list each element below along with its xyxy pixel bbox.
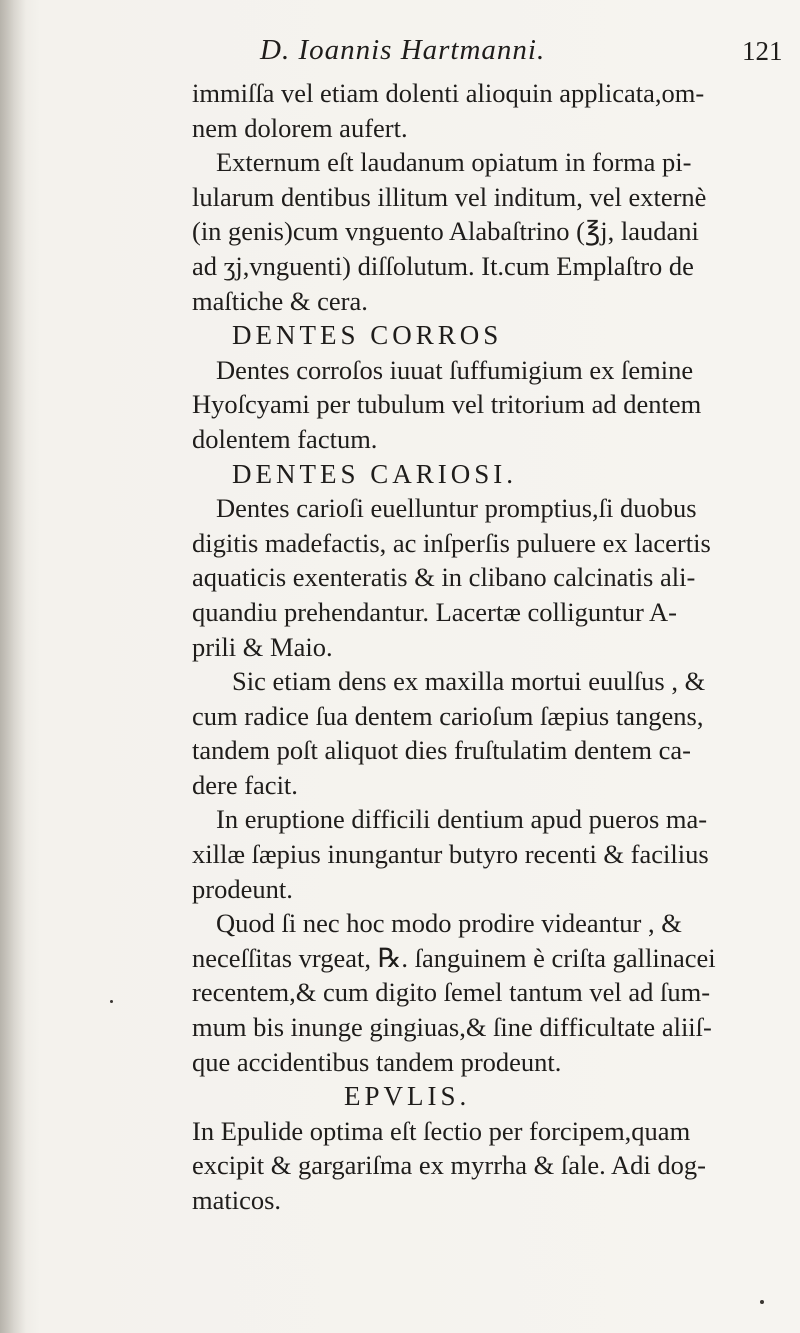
section-heading: DENTES CORROS — [232, 320, 503, 351]
text-line: Externum eſt laudanum opiatum in forma pi- — [216, 147, 692, 178]
text-line: xillæ ſæpius inungantur butyro recenti & facilius — [192, 839, 709, 870]
text-line: aquaticis exenteratis & in clibano calcinatis ali- — [192, 562, 696, 593]
text-line: In eruptione difficili dentium apud pueros ma- — [216, 804, 708, 835]
section-heading: EPVLIS. — [344, 1081, 471, 1112]
text-line: mum bis inunge gingiuas,& ſine difficultate aliiſ- — [192, 1012, 712, 1043]
running-head — [0, 34, 800, 74]
section-heading: DENTES CARIOSI. — [232, 458, 518, 489]
text-line: neceſſitas vrgeat, ℞. ſanguinem è criſta gallinacei — [192, 942, 716, 973]
page-number: 121 — [742, 36, 783, 66]
text-line: Quod ſi nec hoc modo prodire videantur , & — [216, 908, 682, 939]
text-line: cum radice ſua dentem carioſum ſæpius tangens, — [192, 700, 704, 731]
text-line: dolentem factum. — [192, 423, 378, 454]
text-line: que accidentibus tandem prodeunt. — [192, 1046, 562, 1077]
text-line: prodeunt. — [192, 873, 293, 904]
text-line: recentem,& cum digito ſemel tantum vel ad ſum- — [192, 977, 711, 1008]
text-line: quandiu prehendantur. Lacertæ colliguntur A- — [192, 596, 677, 627]
text-line: ad ʒj,vnguenti) diſſolutum. It.cum Emplaſtro de — [192, 250, 694, 281]
gutter-shadow — [0, 0, 26, 1333]
running-head-title: D. Ioannis Hartmanni. — [260, 34, 546, 66]
text-line: maticos. — [192, 1185, 282, 1215]
ink-speck — [760, 1300, 764, 1304]
body-text — [192, 76, 772, 1218]
text-line: (in genis)cum vnguento Alabaſtrino (℥j, laudani — [192, 216, 699, 247]
text-line: maſtiche & cera. — [192, 285, 368, 316]
text-line: nem dolorem aufert. — [192, 112, 408, 143]
text-line: In Epulide optima eſt ſectio per forcipem,quam — [192, 1115, 691, 1146]
text-line: Sic etiam dens ex maxilla mortui euulſus , & — [232, 666, 706, 697]
text-line: excipit & gargariſma ex myrrha & ſale. Adi dog- — [192, 1150, 706, 1181]
text-line: lularum dentibus illitum vel inditum, vel externè — [192, 181, 707, 212]
text-line: immiſſa vel etiam dolenti alioquin applicata,om- — [192, 78, 705, 108]
text-line: Dentes carioſi euelluntur promptius,ſi duobus — [216, 493, 697, 524]
text-line: digitis madefactis, ac inſperſis puluere ex lacertis — [192, 527, 711, 558]
ink-speck — [110, 1000, 113, 1003]
text-line: prili & Maio. — [192, 631, 333, 662]
text-line: Hyoſcyami per tubulum vel tritorium ad dentem — [192, 389, 702, 420]
text-line: Dentes corroſos iuuat ſuffumigium ex ſemine — [216, 354, 694, 385]
text-line: dere facit. — [192, 769, 298, 800]
text-line: tandem poſt aliquot dies fruſtulatim dentem ca- — [192, 735, 691, 766]
